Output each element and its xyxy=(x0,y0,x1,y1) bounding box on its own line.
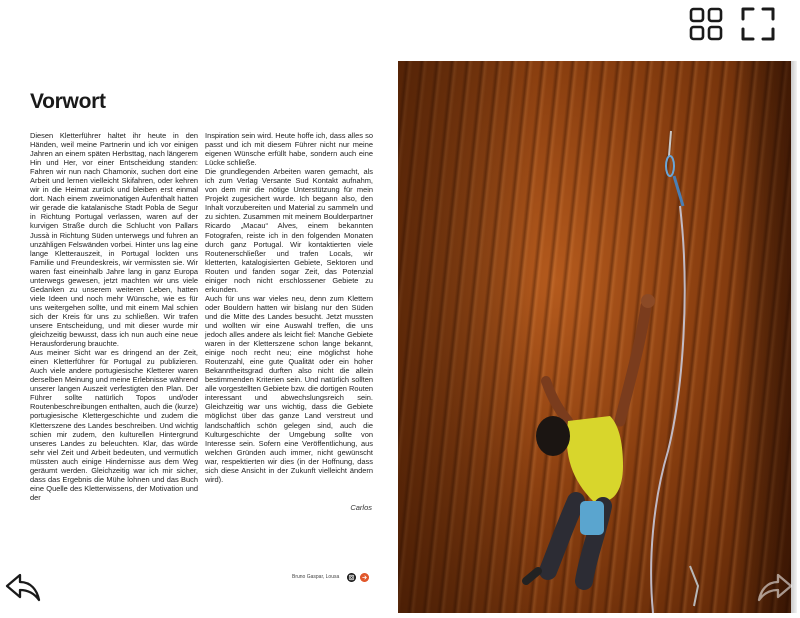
fullscreen-icon[interactable] xyxy=(740,6,776,42)
paragraph: Aus meiner Sicht war es dringend an der Zeit, einen Kletterführer für Portugal zu publizieren. Auch viele andere portugiesische Kletterer waren derselben Meinung und meine Erlebnisse während unserer langen Auszeit verfestigten den Plan. Der Führer sollte natürlich Topos und/oder Routenbeschreibungen enthalten, auch die (kurze) portugiesische Klettergeschichte und zudem die Kletterszene des Landes beschreiben. Und wichtig schien mir zudem, den kulturellen Hintergrund unseres Landes zu beleuchten. Klar, das würde sehr viel Zeit und Arbeit bedeuten, und vermutlich müssten auch einige Hindernisse aus dem Weg geräumt werden. Gleichzeitig war ich mir sicher, dass das Ergebnis die Mühe lohnen und das Buch eine Quelle des Kletterwissens, der Motivation und der xyxy=(30,348,198,502)
arrow-right-icon[interactable] xyxy=(360,573,369,582)
page-title: Vorwort xyxy=(30,90,106,113)
paragraph: Diesen Kletterführer haltet ihr heute in den Händen, weil meine Partnerin und ich vor einigen Jahren an einem späten Herbsttag, nach längerem Hin und Her, vor einer Entscheidung standen: Fahren wir nun nach Chamonix, suchen dort eine Arbeit und lernen vielleicht Skifahren, oder kehren wir in die Heimat zurück und bleiben erst einmal dort. Nach einem zweimonatigen Aufenthalt hatten wir gerade die katalanische Stadt Pobla de Segur in Richtung Portugal verlassen, waren auf der kurvigen Straße durch die Schlucht von Pallars Jussà in Richtung Süden unterwegs und fuhren an unzähligen Felswänden vorbei. Hinter uns lag eine lange Kletterauszeit, in Portugal lockten uns Familie und Freundeskreis, wir vermissten sie. Wir waren fast eineinhalb Jahre lang in ganz Europa unterwegs gewesen, jetzt machten wir uns viele Gedanken zu unserem weiteren Leben, hatten viele Ideen und noch mehr Wünsche, wie es für uns weitergehen sollte, und mit einem Mal schien sich der Kreis für uns zu schließen. Wir trafen unsere Entscheidung, und mit dieser wurde mir gleichzeitig bewusst, dass ich nun auch eine neue Herausforderung brauchte. xyxy=(30,131,198,349)
photo-credit: Bruno Gaspar, Lousa xyxy=(292,574,340,580)
climbing-photo xyxy=(398,61,791,613)
page-edge xyxy=(791,61,797,613)
grid-icon[interactable] xyxy=(688,6,724,42)
paragraph: Inspiration sein wird. Heute hoffe ich, dass alles so passt und ich mit diesem Führer nicht nur meine eigenen Wünsche erfüllt habe, sondern auch eine Lücke schließe. xyxy=(205,131,373,168)
text-column-2 xyxy=(205,131,373,484)
paragraph: Auch für uns war vieles neu, denn zum Klettern oder Bouldern hatten wir bislang nur den Süden und die Mitte des Landes besucht. Jetzt mussten und wollten wir eine Auswahl treffen, die uns jedoch alles andere als leicht fiel: Manche Gebiete waren in der Kletterszene schon lange bekannt, einige noch recht neu; eine möglichst hohe Routenzahl, eine gute Qualität oder ein hoher Bekanntheitsgrad durften also nicht die allein bestimmenden Kriterien sein. Und natürlich sollten alle vorgestellten Gebiete bzw. die dortigen Routen interessant und abwechslungsreich sein. Gleichzeitig war uns wichtig, dass die Gebiete möglichst über das ganze Land verstreut und landschaftlich schön gelegen sind, auch die Kulturgeschichte der Umgebung sollte von Interesse sein. Sofern eine Veröffentlichung, aus welchen Gründen auch immer, nicht gewünscht war, respektierten wir dies (in der Hoffnung, dass sich diese Ansicht in der Zukunft vielleicht ändern wird). xyxy=(205,293,373,484)
instagram-icon[interactable] xyxy=(347,573,356,582)
page-next-arrow-icon[interactable] xyxy=(756,570,794,604)
author-signature: Carlos xyxy=(350,503,372,512)
page-back-arrow-icon[interactable] xyxy=(4,570,42,604)
text-column-1 xyxy=(30,131,198,502)
paragraph: Die grundlegenden Arbeiten waren gemacht, als ich zum Verlag Versante Sud Kontakt aufnahm, von dem mir die nötige Unterstützung für mein Projekt zugesichert wurde. Ich begann also, den Inhalt vorzubereiten und Material zu sammeln und zu sichten. Zusammen mit meinem Boulderpartner Ricardo „Macau“ Alves, einem bekannten Fotografen, reiste ich in den folgenden Monaten durch ganz Portugal. Wir kontaktierten viele Routenerschließer und trafen Locals, wir kletterten, katalogisierten Gebiete, Sektoren und Routen und fanden sogar Zeit, das Potenzial einiger noch nicht erschlossener Gebiete zu erkunden. xyxy=(205,167,373,294)
